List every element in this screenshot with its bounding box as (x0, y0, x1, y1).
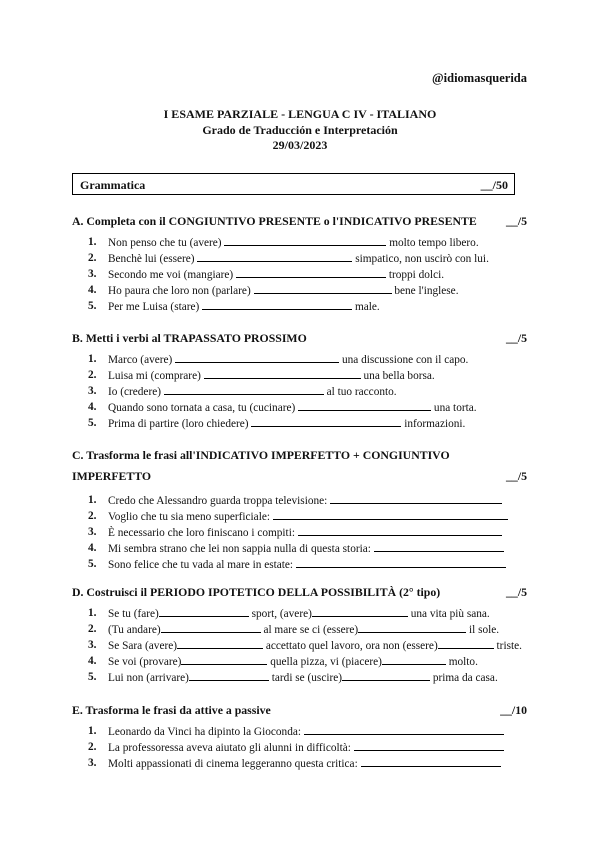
item-prompt-end: una discussione con il capo. (341, 354, 469, 366)
item-prompt: Se tu (fare) (108, 608, 159, 620)
item-prompt: Credo che Alessandro guarda troppa televisione: (108, 495, 328, 507)
section-c (72, 445, 527, 572)
item-prompt: Marco (avere) (108, 354, 173, 366)
grammar-label: Grammatica (80, 178, 146, 192)
section-e-heading (72, 702, 527, 718)
answer-blank[interactable] (298, 399, 431, 411)
list-item (72, 508, 527, 524)
list-item (72, 540, 527, 556)
list-item (72, 556, 527, 572)
item-number: 2. (88, 252, 97, 264)
list-item (72, 250, 527, 266)
answer-blank[interactable] (197, 250, 352, 262)
item-prompt-end: una vita più sana. (410, 608, 490, 620)
answer-blank[interactable] (181, 653, 267, 665)
item-prompt: Benchè lui (essere) (108, 253, 195, 265)
list-item (72, 383, 527, 399)
item-prompt: Sono felice che tu vada al mare in estate: (108, 559, 294, 571)
list-item (72, 234, 527, 250)
item-prompt: Non penso che tu (avere) (108, 237, 222, 249)
section-b (72, 330, 527, 431)
section-a-heading (72, 213, 527, 229)
item-number: 5. (88, 558, 97, 570)
exam-date: 29/03/2023 (272, 138, 328, 152)
section-b-score: __/5 (506, 331, 527, 345)
item-number: 4. (88, 401, 97, 413)
author-handle: @idiomasquerida (432, 71, 527, 85)
item-number: 3. (88, 385, 97, 397)
item-number: 3. (88, 757, 97, 769)
item-prompt-end: al tuo racconto. (326, 386, 397, 398)
exam-subtitle: Grado de Traducción e Interpretación (202, 122, 398, 137)
item-prompt: Leonardo da Vinci ha dipinto la Gioconda: (108, 726, 301, 738)
list-item (72, 653, 527, 669)
item-prompt-mid: quella pizza, vi (piacere) (270, 656, 382, 668)
item-prompt-end: prima da casa. (432, 672, 498, 684)
item-number: 4. (88, 655, 97, 667)
list-item (72, 605, 527, 621)
answer-blank[interactable] (298, 524, 502, 536)
item-number: 1. (88, 236, 97, 248)
item-prompt: Quando sono tornata a casa, tu (cucinare) (108, 402, 296, 414)
item-prompt: Molti appassionati di cinema leggeranno questa critica: (108, 758, 358, 770)
answer-blank[interactable] (224, 234, 386, 246)
item-prompt-end: molto tempo libero. (389, 237, 479, 249)
item-prompt-end: il sole. (468, 624, 500, 636)
list-item (72, 739, 527, 755)
answer-blank[interactable] (304, 723, 504, 735)
list-item (72, 415, 527, 431)
item-prompt-mid: tardi se (uscire) (271, 672, 343, 684)
answer-blank[interactable] (175, 351, 339, 363)
item-prompt-end: male. (354, 301, 380, 313)
answer-blank[interactable] (342, 669, 430, 681)
item-prompt: Per me Luisa (stare) (108, 301, 200, 313)
answer-blank[interactable] (236, 266, 386, 278)
list-item (72, 723, 527, 739)
item-number: 3. (88, 526, 97, 538)
section-a-title: A. Completa con il CONGIUNTIVO PRESENTE o l'INDICATIVO PRESENTE (72, 214, 477, 228)
list-item (72, 282, 527, 298)
answer-blank[interactable] (374, 540, 504, 552)
list-item (72, 637, 527, 653)
answer-blank[interactable] (177, 637, 263, 649)
item-number: 1. (88, 494, 97, 506)
item-prompt: Se voi (provare) (108, 656, 182, 668)
answer-blank[interactable] (161, 621, 261, 633)
item-number: 2. (88, 369, 97, 381)
item-prompt: Prima di partire (loro chiedere) (108, 418, 249, 430)
section-c-title-line2: IMPERFETTO (72, 469, 152, 483)
item-number: 1. (88, 725, 97, 737)
item-number: 4. (88, 542, 97, 554)
item-prompt-mid: accettato quel lavoro, ora non (essere) (265, 640, 438, 652)
item-number: 2. (88, 623, 97, 635)
item-number: 3. (88, 268, 97, 280)
item-prompt-mid: al mare se ci (essere) (263, 624, 359, 636)
section-c-heading (72, 445, 527, 487)
list-item (72, 621, 527, 637)
answer-blank[interactable] (312, 605, 408, 617)
item-prompt-end: molto. (448, 656, 478, 668)
list-item (72, 524, 527, 540)
section-d-title: D. Costruisci il PERIODO IPOTETICO DELLA POSSIBILITÀ (2° tipo) (72, 585, 441, 599)
item-prompt-end: triste. (496, 640, 522, 652)
item-prompt-end: informazioni. (404, 418, 466, 430)
item-number: 3. (88, 639, 97, 651)
section-c-score: __/5 (506, 469, 527, 483)
answer-blank[interactable] (251, 415, 401, 427)
section-d-heading (72, 584, 527, 600)
list-item (72, 399, 527, 415)
list-item (72, 755, 527, 771)
answer-blank[interactable] (204, 367, 361, 379)
answer-blank[interactable] (361, 755, 501, 767)
answer-blank[interactable] (159, 605, 249, 617)
item-number: 2. (88, 510, 97, 522)
list-item (72, 298, 527, 314)
item-prompt-end: una torta. (433, 402, 477, 414)
exam-title-block (0, 107, 600, 154)
section-a-score: __/5 (506, 214, 527, 228)
section-e (72, 702, 527, 771)
answer-blank[interactable] (438, 637, 494, 649)
list-item (72, 492, 527, 508)
section-a (72, 213, 527, 314)
item-number: 5. (88, 417, 97, 429)
answer-blank[interactable] (382, 653, 446, 665)
section-d (72, 584, 527, 685)
list-item (72, 367, 527, 383)
answer-blank[interactable] (189, 669, 269, 681)
section-b-title: B. Metti i verbi al TRAPASSATO PROSSIMO (72, 331, 307, 345)
item-prompt: È necessario che loro finiscano i compiti: (108, 527, 295, 539)
item-prompt: Voglio che tu sia meno superficiale: (108, 511, 270, 523)
answer-blank[interactable] (358, 621, 466, 633)
item-prompt-end: troppi dolci. (388, 269, 445, 281)
section-e-score: __/10 (500, 703, 527, 717)
item-number: 1. (88, 353, 97, 365)
section-e-title: E. Trasforma le frasi da attive a passive (72, 703, 271, 717)
item-prompt: (Tu andare) (108, 624, 161, 636)
item-prompt: Ho paura che loro non (parlare) (108, 285, 251, 297)
answer-blank[interactable] (164, 383, 324, 395)
section-d-score: __/5 (506, 585, 527, 599)
exam-title: I ESAME PARZIALE - LENGUA C IV - ITALIANO (163, 107, 437, 121)
item-prompt: La professoressa aveva aiutato gli alunni in difficoltà: (108, 742, 351, 754)
item-prompt: Se Sara (avere) (108, 640, 177, 652)
item-number: 2. (88, 741, 97, 753)
answer-blank[interactable] (273, 508, 508, 520)
item-prompt: Mi sembra strano che lei non sappia nulla di questa storia: (108, 543, 371, 555)
grammar-score-box (72, 173, 515, 195)
answer-blank[interactable] (202, 298, 352, 310)
item-prompt-end: bene l'inglese. (394, 285, 459, 297)
section-b-heading (72, 330, 527, 346)
item-prompt-end: simpatico, non uscirò con lui. (355, 253, 489, 265)
item-number: 5. (88, 671, 97, 683)
item-prompt: Secondo me voi (mangiare) (108, 269, 234, 281)
item-number: 1. (88, 607, 97, 619)
item-prompt: Io (credere) (108, 386, 161, 398)
answer-blank[interactable] (354, 739, 504, 751)
list-item (72, 669, 527, 685)
grammar-score: __/50 (480, 178, 508, 192)
list-item (72, 266, 527, 282)
item-prompt-mid: sport, (avere) (251, 608, 312, 620)
answer-blank[interactable] (330, 492, 502, 504)
item-number: 5. (88, 300, 97, 312)
section-c-title-line1: C. Trasforma le frasi all'INDICATIVO IMPERFETTO + CONGIUNTIVO (72, 448, 450, 462)
item-number: 4. (88, 284, 97, 296)
item-prompt-end: una bella borsa. (363, 370, 435, 382)
list-item (72, 351, 527, 367)
answer-blank[interactable] (296, 556, 506, 568)
answer-blank[interactable] (254, 282, 392, 294)
item-prompt: Luisa mi (comprare) (108, 370, 201, 382)
item-prompt: Lui non (arrivare) (108, 672, 189, 684)
